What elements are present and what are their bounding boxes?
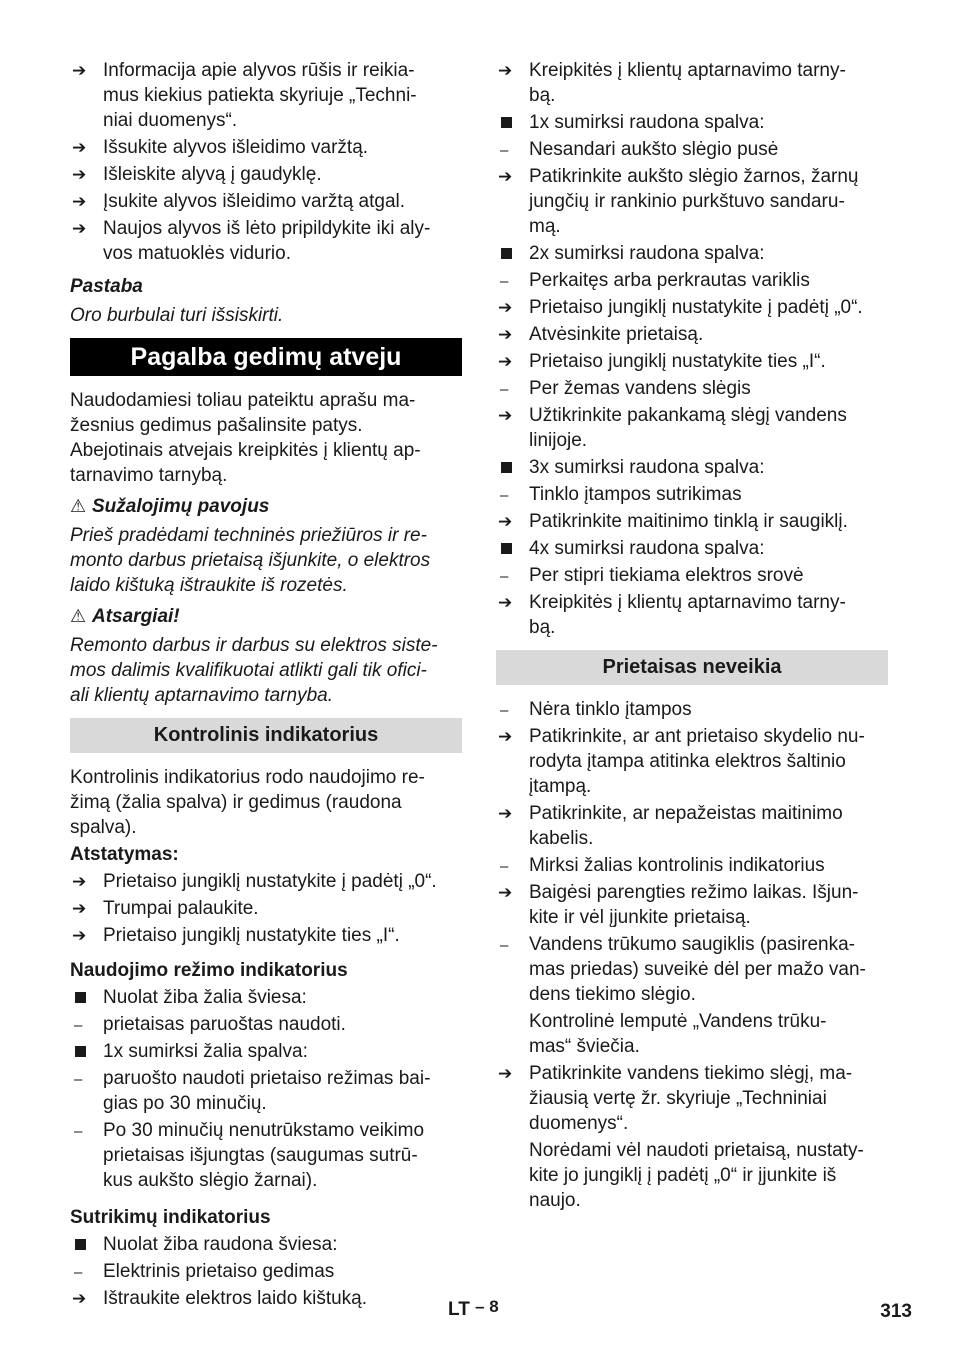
dash-bullet-icon — [498, 268, 528, 294]
list-item — [496, 295, 888, 320]
arrow-bullet-icon — [72, 162, 102, 187]
list-item — [70, 135, 462, 160]
arrow-bullet-icon — [72, 923, 102, 948]
dash-bullet-icon — [72, 1259, 102, 1285]
warning-caution-text: Remonto darbus ir darbus su elektros siste- mos dalimis kvalifikuotai atlikti gali tik ofici- ali klientų aptarnavimo tarnyba. — [70, 635, 438, 706]
arrow-bullet-icon — [498, 58, 528, 83]
list-item — [496, 349, 888, 374]
not-working-list — [496, 697, 888, 1213]
list-item-text: Naujos alyvos iš lėto pripildykite iki aly- vos matuoklės vidurio. — [103, 218, 431, 264]
list-item-text: Po 30 minučių nenutrūkstamo veikimo prietaisas išjungtas (saugumas sutrū- kus aukšto slėgio žarnai). — [103, 1120, 425, 1191]
list-item-text: paruošto naudoti prietaiso režimas bai- gias po 30 minučių. — [103, 1068, 431, 1114]
reset-steps — [70, 869, 462, 948]
list-item-text: Patikrinkite maitinimo tinklą ir saugiklį. — [529, 511, 848, 532]
list-item — [70, 189, 462, 214]
arrow-bullet-icon — [498, 349, 528, 374]
right-column — [496, 58, 888, 1215]
list-item-text: 1x sumirksi raudona spalva: — [529, 112, 765, 133]
list-item — [496, 268, 888, 293]
list-item — [496, 482, 888, 507]
list-item-text: Nuolat žiba raudona šviesa: — [103, 1234, 338, 1255]
list-item — [496, 241, 888, 266]
arrow-bullet-icon — [498, 590, 528, 615]
arrow-bullet-icon — [498, 164, 528, 189]
arrow-bullet-icon — [72, 896, 102, 921]
note-text: Oro burbulai turi išsiskirti. — [70, 305, 284, 326]
dash-bullet-icon — [498, 853, 528, 879]
footer-page-number: 313 — [880, 1301, 912, 1322]
arrow-bullet-icon — [498, 295, 528, 320]
warning-caution-label: Atsargiai! — [92, 606, 180, 627]
square-bullet-icon — [498, 455, 528, 473]
left-column — [70, 58, 462, 1313]
arrow-bullet-icon — [72, 1286, 102, 1311]
list-item-text: Norėdami vėl naudoti prietaisą, nustaty- kite jo jungiklį į padėtį „0“ ir įjunkite iš naujo. — [529, 1140, 864, 1211]
troubleshooting-intro: Naudodamiesi toliau pateiktu aprašu ma- žesnius gedimus pašalinsite patys. Abejotinais atvejais kreipkitės į klientų ap- tarnavimo tarnybą. — [70, 390, 421, 486]
list-item — [496, 164, 888, 239]
list-item-text: Prietaiso jungiklį nustatykite ties „I“. — [103, 925, 400, 946]
list-item — [70, 1118, 462, 1193]
list-item — [496, 880, 888, 930]
list-item-text: Vandens trūkumo saugiklis (pasirenka- mas priedas) suveikė dėl per mažo van- dens tiekimo slėgio. — [529, 934, 866, 1005]
reset-label: Atstatymas: — [70, 844, 179, 865]
list-item — [496, 563, 888, 588]
dash-bullet-icon — [72, 1066, 102, 1092]
arrow-bullet-icon — [498, 403, 528, 428]
warning-triangle-icon — [70, 604, 92, 629]
warning-caution-title — [70, 604, 462, 629]
arrow-bullet-icon — [72, 869, 102, 894]
list-item — [496, 376, 888, 401]
list-item-text: Ištraukite elektros laido kištuką. — [103, 1288, 368, 1309]
dash-bullet-icon — [498, 563, 528, 589]
dash-bullet-icon — [498, 697, 528, 723]
list-item — [496, 110, 888, 135]
list-item — [496, 1009, 888, 1059]
list-item — [70, 1286, 462, 1311]
arrow-bullet-icon — [498, 724, 528, 749]
arrow-bullet-icon — [72, 135, 102, 160]
fault-actions-list — [496, 58, 888, 640]
list-item — [496, 801, 888, 851]
list-item — [496, 322, 888, 347]
warning-injury-title — [70, 494, 462, 519]
arrow-bullet-icon — [498, 801, 528, 826]
list-item — [70, 162, 462, 187]
list-item-text: Nėra tinklo įtampos — [529, 699, 692, 720]
list-item — [496, 932, 888, 1007]
square-bullet-icon — [498, 241, 528, 259]
arrow-bullet-icon — [72, 216, 102, 241]
dash-bullet-icon — [498, 932, 528, 958]
dash-bullet-icon — [498, 376, 528, 402]
dash-bullet-icon — [72, 1118, 102, 1144]
list-item — [70, 1012, 462, 1037]
list-item-text: Kreipkitės į klientų aptarnavimo tarny- bą. — [529, 60, 846, 106]
list-item — [496, 58, 888, 108]
list-item-text: Trumpai palaukite. — [103, 898, 259, 919]
list-item-text: prietaisas paruoštas naudoti. — [103, 1014, 346, 1035]
list-item-text: 1x sumirksi žalia spalva: — [103, 1041, 308, 1062]
list-item — [496, 536, 888, 561]
list-item — [70, 1066, 462, 1116]
square-bullet-icon — [498, 110, 528, 128]
footer-local-page: – 8 — [475, 1297, 499, 1316]
warning-triangle-icon — [70, 494, 92, 519]
list-item — [496, 590, 888, 640]
footer-lang-code: LT — [448, 1299, 470, 1320]
list-item-text: Išleiskite alyvą į gaudyklę. — [103, 164, 322, 185]
list-item — [70, 1232, 462, 1257]
list-item-text: Patikrinkite, ar ant prietaiso skydelio nu- rodyta įtampa atitinka elektros šaltinio įtampą. — [529, 726, 865, 797]
list-item-text: Patikrinkite aukšto slėgio žarnos, žarnų jungčių ir rankinio purkštuvo sandaru- mą. — [529, 166, 859, 237]
list-item-text: Nuolat žiba žalia šviesa: — [103, 987, 307, 1008]
oil-change-steps — [70, 58, 462, 266]
list-item — [496, 137, 888, 162]
mode-indicator-list — [70, 985, 462, 1193]
list-item — [496, 853, 888, 878]
list-item — [70, 923, 462, 948]
arrow-bullet-icon — [72, 58, 102, 83]
list-item-text: Išsukite alyvos išleidimo varžtą. — [103, 137, 369, 158]
list-item — [70, 869, 462, 894]
arrow-bullet-icon — [498, 322, 528, 347]
list-item — [496, 509, 888, 534]
list-item — [70, 985, 462, 1010]
list-item-text: Elektrinis prietaiso gedimas — [103, 1261, 335, 1282]
arrow-bullet-icon — [498, 509, 528, 534]
list-item-text: Atvėsinkite prietaisą. — [529, 324, 704, 345]
footer-language — [448, 1297, 499, 1322]
section-heading-troubleshooting: Pagalba gedimų atveju — [70, 338, 462, 376]
dash-bullet-icon — [498, 482, 528, 508]
list-item-text: Informacija apie alyvos rūšis ir reikia- mus kiekius patiekta skyriuje „Techni- niai duomenys“. — [103, 60, 417, 131]
note-title: Pastaba — [70, 276, 143, 297]
list-item-text: Kontrolinė lemputė „Vandens trūku- mas“ šviečia. — [529, 1011, 827, 1057]
list-item — [496, 1061, 888, 1136]
section-heading-not-working: Prietaisas neveikia — [496, 650, 888, 685]
indicator-description: Kontrolinis indikatorius rodo naudojimo re- žimą (žalia spalva) ir gedimus (raudona spalva). — [70, 767, 425, 838]
square-bullet-icon — [72, 1232, 102, 1250]
list-item-text: Mirksi žalias kontrolinis indikatorius — [529, 855, 825, 876]
mode-indicator-label: Naudojimo režimo indikatorius — [70, 960, 348, 981]
list-item-text: Prietaiso jungiklį nustatykite ties „I“. — [529, 351, 826, 372]
fault-indicator-label: Sutrikimų indikatorius — [70, 1207, 271, 1228]
section-heading-indicator: Kontrolinis indikatorius — [70, 718, 462, 753]
square-bullet-icon — [72, 985, 102, 1003]
warning-injury-text: Prieš pradėdami techninės priežiūros ir re- monto darbus prietaisą išjunkite, o elektros laido kištuką ištraukite iš rozetės. — [70, 525, 431, 596]
list-item-text: Užtikrinkite pakankamą slėgį vandens linijoje. — [529, 405, 847, 451]
list-item-text: Tinklo įtampos sutrikimas — [529, 484, 742, 505]
dash-bullet-icon — [72, 1012, 102, 1038]
list-item — [70, 896, 462, 921]
list-item-text: Įsukite alyvos išleidimo varžtą atgal. — [103, 191, 406, 212]
arrow-bullet-icon — [498, 1061, 528, 1086]
list-item — [70, 1259, 462, 1284]
fault-indicator-list — [70, 1232, 462, 1311]
list-item — [70, 1039, 462, 1064]
list-item-text: Prietaiso jungiklį nustatykite į padėtį „0“. — [103, 871, 437, 892]
list-item-text: Patikrinkite, ar nepažeistas maitinimo kabelis. — [529, 803, 843, 849]
list-item-text: Patikrinkite vandens tiekimo slėgį, ma- žiausią vertę žr. skyriuje „Techniniai duomenys“. — [529, 1063, 853, 1134]
list-item — [496, 455, 888, 480]
list-item-text: 3x sumirksi raudona spalva: — [529, 457, 765, 478]
list-item-text: Per stipri tiekiama elektros srovė — [529, 565, 804, 586]
list-item — [496, 724, 888, 799]
square-bullet-icon — [72, 1039, 102, 1057]
arrow-bullet-icon — [498, 880, 528, 905]
list-item-text: Nesandari aukšto slėgio pusė — [529, 139, 779, 160]
list-item-text: Per žemas vandens slėgis — [529, 378, 751, 399]
warning-injury-label: Sužalojimų pavojus — [92, 496, 270, 517]
square-bullet-icon — [498, 536, 528, 554]
list-item — [70, 58, 462, 133]
dash-bullet-icon — [498, 137, 528, 163]
list-item — [496, 697, 888, 722]
list-item-text: 4x sumirksi raudona spalva: — [529, 538, 765, 559]
list-item-text: 2x sumirksi raudona spalva: — [529, 243, 765, 264]
list-item — [496, 403, 888, 453]
list-item-text: Prietaiso jungiklį nustatykite į padėtį „0“. — [529, 297, 863, 318]
list-item-text: Baigėsi parengties režimo laikas. Išjun- kite ir vėl įjunkite prietaisą. — [529, 882, 859, 928]
list-item — [496, 1138, 888, 1213]
list-item-text: Kreipkitės į klientų aptarnavimo tarny- bą. — [529, 592, 846, 638]
list-item-text: Perkaitęs arba perkrautas variklis — [529, 270, 810, 291]
arrow-bullet-icon — [72, 189, 102, 214]
list-item — [70, 216, 462, 266]
